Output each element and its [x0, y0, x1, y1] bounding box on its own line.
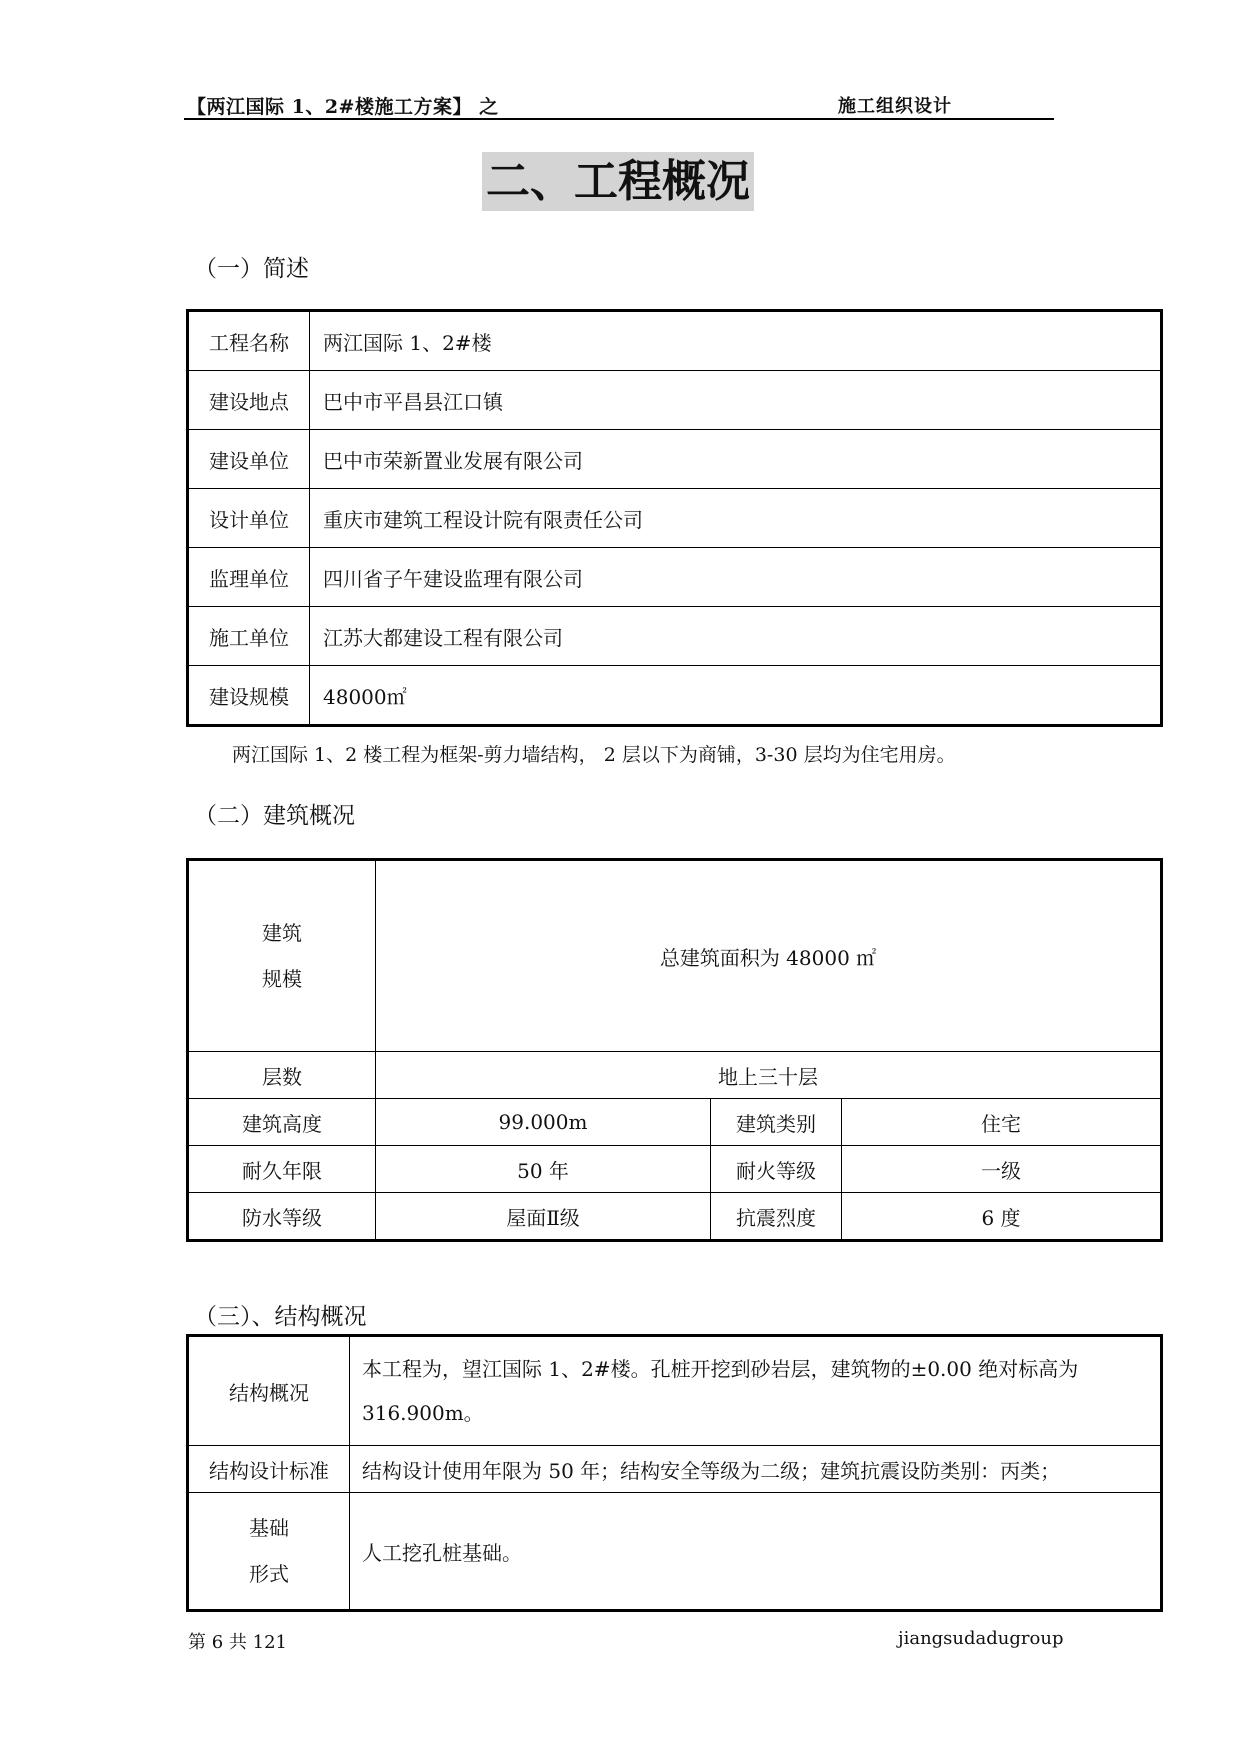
table-row: [188, 430, 1162, 489]
life-label: 耐久年限: [188, 1146, 376, 1193]
section-heading-3: （三）、结构概况: [194, 1304, 367, 1330]
footer-org: jiangsudadugroup: [898, 1628, 1064, 1649]
floors-value: 地上三十层: [376, 1052, 1162, 1099]
height-value: 99.000m: [376, 1099, 711, 1146]
row-label: 设计单位: [188, 489, 310, 548]
row-value: 四川省子午建设监理有限公司: [310, 548, 1162, 607]
life-value: 50 年: [376, 1146, 711, 1193]
water-value: 屋面Ⅱ级: [376, 1193, 711, 1241]
table-row: [188, 489, 1162, 548]
row-label: 建设规模: [188, 666, 310, 726]
header-left: 【两江国际 1、2#楼施工方案】 之: [187, 96, 499, 118]
page-number: 第 6 共 121: [188, 1632, 287, 1653]
fire-value: 一级: [842, 1146, 1162, 1193]
row-value: 两江国际 1、2#楼: [310, 311, 1162, 371]
building-overview-table: [186, 858, 1163, 1242]
scale-label-line-1: 建筑: [262, 921, 302, 945]
table-row: [188, 1446, 1162, 1493]
table-row: [188, 311, 1162, 371]
header-rule: [184, 118, 1054, 120]
row-label: 建设单位: [188, 430, 310, 489]
table-row: [188, 1193, 1162, 1241]
height-label: 建筑高度: [188, 1099, 376, 1146]
table-row: [188, 860, 1162, 1052]
project-summary-table: [186, 309, 1163, 727]
table-row: [188, 1146, 1162, 1193]
table-row: [188, 607, 1162, 666]
category-value: 住宅: [842, 1099, 1162, 1146]
category-label: 建筑类别: [711, 1099, 842, 1146]
scale-label: [188, 860, 376, 1052]
row-value: 江苏大都建设工程有限公司: [310, 607, 1162, 666]
header-right: 施工组织设计: [838, 96, 952, 117]
structure-note: 两江国际 1、2 楼工程为框架-剪力墙结构， 2 层以下为商铺，3-30 层均为住宅用房。: [232, 744, 956, 766]
standard-label: 结构设计标准: [188, 1446, 350, 1493]
foundation-label: [188, 1493, 350, 1611]
water-label: 防水等级: [188, 1193, 376, 1241]
section-heading-1: （一）简述: [194, 256, 309, 282]
scale-label-line-2: 规模: [262, 967, 302, 991]
standard-value: 结构设计使用年限为 50 年；结构安全等级为二级；建筑抗震设防类别：丙类；: [350, 1446, 1162, 1493]
foundation-label-line-2: 形式: [249, 1562, 289, 1586]
foundation-label-line-1: 基础: [249, 1516, 289, 1540]
row-value: 巴中市荣新置业发展有限公司: [310, 430, 1162, 489]
seismic-value: 6 度: [842, 1193, 1162, 1241]
table-row: [188, 1052, 1162, 1099]
row-label: 工程名称: [188, 311, 310, 371]
row-label: 建设地点: [188, 371, 310, 430]
foundation-value: 人工挖孔桩基础。: [350, 1493, 1162, 1611]
overview-value: 本工程为，望江国际 1、2#楼。孔桩开挖到砂岩层，建筑物的±0.00 绝对标高为 316.900m。: [350, 1336, 1162, 1446]
table-row: [188, 1336, 1162, 1446]
page-title: 二、工程概况: [482, 152, 754, 211]
table-row: [188, 666, 1162, 726]
row-value: 48000㎡: [310, 666, 1162, 726]
table-row: [188, 371, 1162, 430]
row-value: 巴中市平昌县江口镇: [310, 371, 1162, 430]
table-row: [188, 1493, 1162, 1611]
row-label: 施工单位: [188, 607, 310, 666]
seismic-label: 抗震烈度: [711, 1193, 842, 1241]
section-heading-2: （二）建筑概况: [194, 803, 355, 829]
table-row: [188, 548, 1162, 607]
scale-value: 总建筑面积为 48000 ㎡: [376, 860, 1162, 1052]
structure-overview-table: [186, 1334, 1163, 1612]
row-value: 重庆市建筑工程设计院有限责任公司: [310, 489, 1162, 548]
row-label: 监理单位: [188, 548, 310, 607]
floors-label: 层数: [188, 1052, 376, 1099]
overview-label: 结构概况: [188, 1336, 350, 1446]
fire-label: 耐火等级: [711, 1146, 842, 1193]
table-row: [188, 1099, 1162, 1146]
